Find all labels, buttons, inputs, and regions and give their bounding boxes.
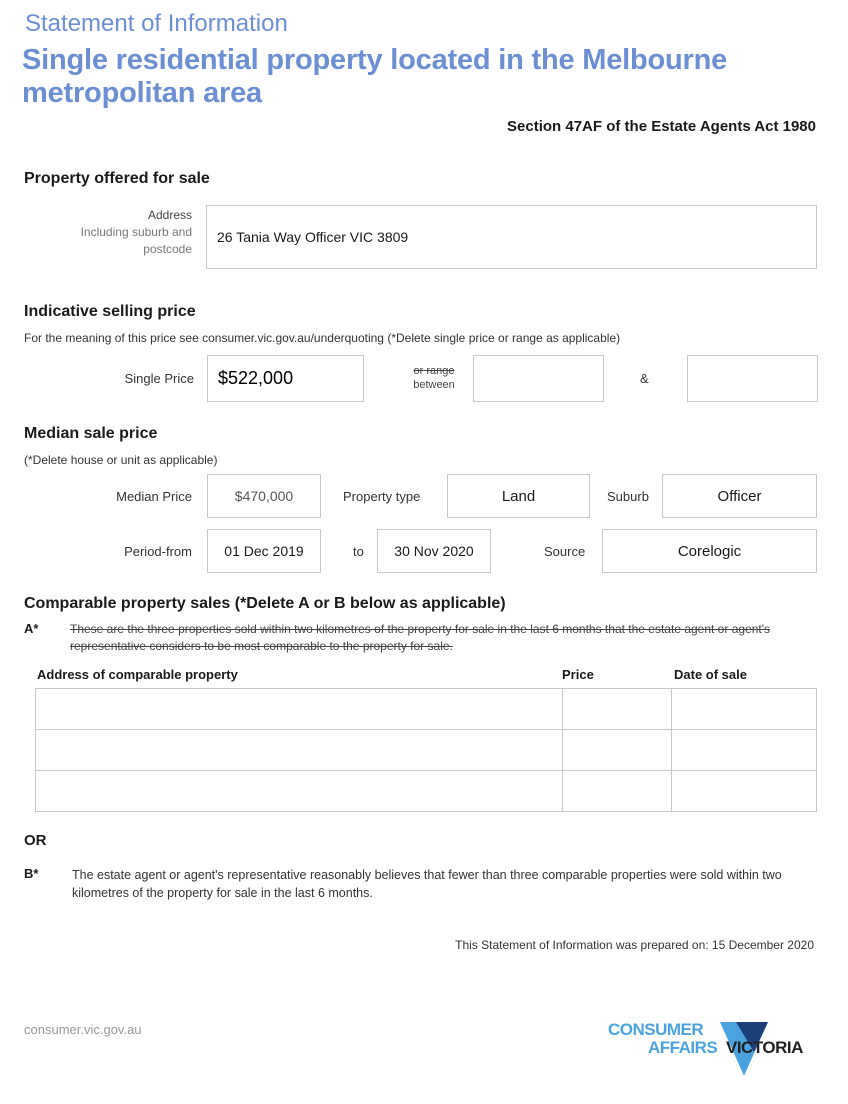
source-field[interactable]: Corelogic [602, 529, 817, 573]
address-label-block [40, 207, 192, 258]
property-type-field[interactable]: Land [447, 474, 590, 518]
logo-word-affairs: AFFAIRS [648, 1038, 718, 1057]
address-label: Address [147, 208, 192, 222]
comparable-address-cell[interactable] [36, 689, 563, 730]
single-price-field[interactable]: $522,000 [207, 355, 364, 402]
document-type: Statement of Information [25, 10, 288, 37]
indicative-price-note: For the meaning of this price see consumer.vic.gov.au/underquoting (*Delete single price or range as applicable) [24, 331, 621, 345]
comparable-date-cell[interactable] [672, 730, 817, 771]
median-note: (*Delete house or unit as applicable) [24, 453, 218, 467]
property-heading: Property offered for sale [24, 170, 210, 187]
period-to-field[interactable]: 30 Nov 2020 [377, 529, 491, 573]
comparable-address-cell[interactable] [36, 730, 563, 771]
single-price-label: Single Price [124, 371, 194, 386]
col-header-date: Date of sale [674, 667, 747, 682]
comparable-address-cell[interactable] [36, 771, 563, 812]
table-row [36, 689, 817, 730]
comparable-price-cell[interactable] [563, 730, 672, 771]
period-to-label: to [353, 544, 364, 559]
period-from-field[interactable]: 01 Dec 2019 [207, 529, 321, 573]
comparable-date-cell[interactable] [672, 689, 817, 730]
logo-word-consumer: CONSUMER [608, 1020, 704, 1039]
logo-word-victoria: VICTORIA [726, 1038, 803, 1057]
comparable-heading: Comparable property sales (*Delete A or B below as applicable) [24, 595, 506, 612]
median-price-label: Median Price [116, 489, 192, 504]
address-field[interactable]: 26 Tania Way Officer VIC 3809 [206, 205, 817, 269]
range-from-field[interactable] [473, 355, 604, 402]
median-price-field[interactable]: $470,000 [207, 474, 321, 518]
or-label: OR [24, 832, 47, 849]
footer-url[interactable]: consumer.vic.gov.au [24, 1022, 142, 1037]
comparable-table [35, 688, 817, 812]
range-and-label: & [640, 371, 649, 386]
table-row [36, 730, 817, 771]
consumer-affairs-victoria-logo [608, 1018, 823, 1080]
comparable-price-cell[interactable] [563, 689, 672, 730]
address-sublabel-1: Including suburb and [80, 225, 192, 239]
col-header-address: Address of comparable property [37, 667, 238, 682]
prepared-date: This Statement of Information was prepared on: 15 December 2020 [455, 938, 814, 952]
section-reference: Section 47AF of the Estate Agents Act 1980 [507, 118, 816, 135]
range-label [398, 364, 470, 392]
suburb-label: Suburb [607, 489, 649, 504]
period-from-label: Period-from [124, 544, 192, 559]
address-sublabel-2: postcode [143, 242, 192, 256]
comparable-price-cell[interactable] [563, 771, 672, 812]
indicative-price-heading: Indicative selling price [24, 303, 196, 320]
option-a-text: These are the three properties sold within two kilometres of the property for sale in the last 6 months that the estate agent or agent's representative considers to be most comparable to the property for sale. [70, 622, 771, 653]
option-b-marker: B* [24, 866, 39, 881]
option-b-text: The estate agent or agent's representative reasonably believes that fewer than three comparable properties were sold within two kilometres of the property for sale in the last 6 months. [72, 868, 782, 900]
col-header-price: Price [562, 667, 594, 682]
range-label-or: or range [413, 365, 455, 377]
option-a-marker: A* [24, 621, 39, 636]
document-title: Single residential property located in the Melbourne metropolitan area [22, 44, 728, 109]
range-label-between: between [413, 379, 455, 391]
property-type-label: Property type [343, 489, 421, 504]
comparable-date-cell[interactable] [672, 771, 817, 812]
median-heading: Median sale price [24, 425, 158, 442]
source-label: Source [544, 544, 586, 559]
range-to-field[interactable] [687, 355, 818, 402]
table-row [36, 771, 817, 812]
suburb-field[interactable]: Officer [662, 474, 817, 518]
